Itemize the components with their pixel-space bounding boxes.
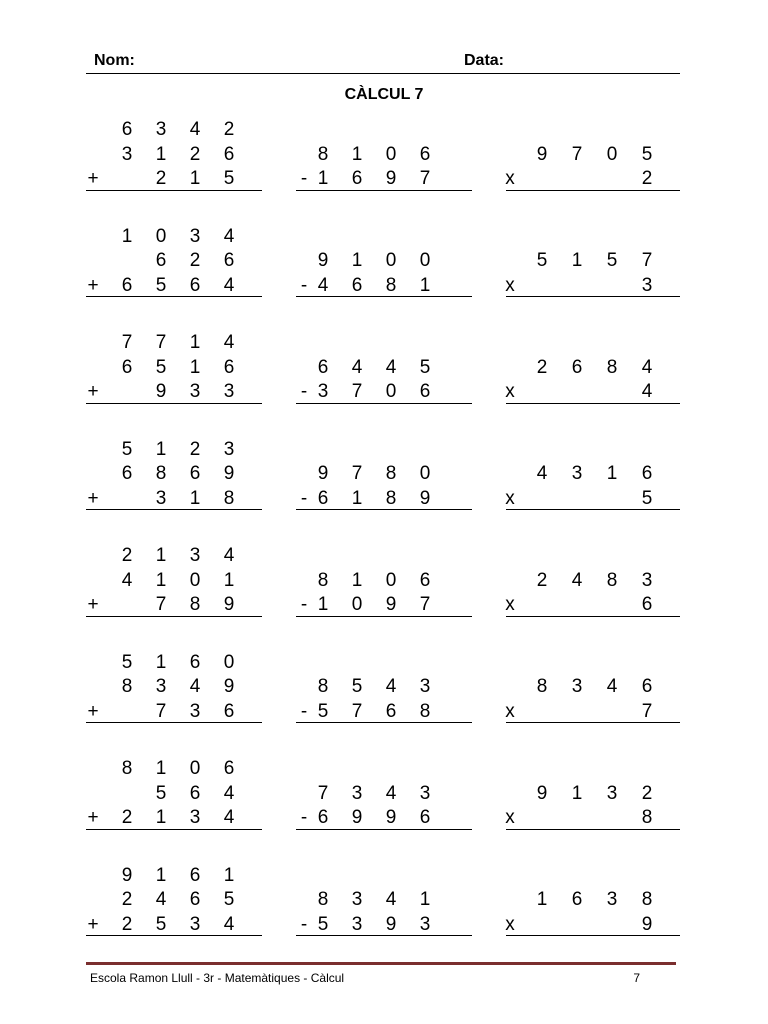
digit: 3 — [351, 782, 363, 804]
digit: 1 — [155, 438, 167, 460]
digit: 0 — [155, 225, 167, 247]
multiplication-operator: x — [505, 807, 515, 828]
digit: 4 — [223, 332, 235, 353]
digit: 8 — [385, 274, 397, 296]
digit: 1 — [155, 758, 167, 779]
digit: 5 — [641, 487, 653, 509]
digit: 8 — [121, 758, 133, 779]
digit: 5 — [536, 250, 548, 271]
digit: 4 — [155, 889, 167, 910]
page-footer — [86, 962, 676, 989]
digit: 5 — [317, 700, 329, 722]
digit: 4 — [641, 356, 653, 378]
digit: 9 — [317, 463, 329, 484]
subtraction-operator: - — [300, 487, 308, 509]
digit: 9 — [223, 676, 235, 697]
answer-line — [296, 935, 472, 936]
worksheet-header — [86, 52, 680, 74]
answer-line — [86, 403, 262, 404]
digit: 6 — [419, 381, 431, 402]
addition-operator: + — [87, 168, 99, 189]
digit: 5 — [155, 356, 167, 378]
digit: 4 — [223, 225, 235, 247]
digit: 7 — [351, 463, 363, 484]
digit: 6 — [121, 119, 133, 140]
digit: 2 — [189, 438, 201, 460]
digit: 1 — [155, 545, 167, 566]
digit: 2 — [536, 569, 548, 591]
answer-line — [86, 190, 262, 191]
digit: 1 — [571, 782, 583, 804]
digit: 4 — [385, 676, 397, 697]
digit: 4 — [385, 782, 397, 804]
digit: 2 — [121, 889, 133, 910]
digit: 5 — [223, 168, 235, 189]
answer-line — [296, 403, 472, 404]
digit: 9 — [385, 807, 397, 828]
digit: 9 — [385, 594, 397, 615]
digit: 9 — [121, 864, 133, 886]
digit: 0 — [419, 250, 431, 271]
digit: 5 — [155, 782, 167, 804]
digit: 1 — [351, 569, 363, 591]
digit: 2 — [641, 168, 653, 189]
answer-line — [296, 509, 472, 510]
digit: 9 — [536, 782, 548, 804]
digit: 8 — [385, 463, 397, 484]
digit: 2 — [223, 119, 235, 140]
digit: 3 — [121, 143, 133, 165]
digit: 1 — [223, 569, 235, 591]
digit: 9 — [385, 913, 397, 935]
digit: 7 — [351, 700, 363, 722]
digit: 5 — [121, 651, 133, 673]
subtraction-operator: - — [300, 913, 308, 935]
digit: 0 — [385, 143, 397, 165]
digit: 7 — [351, 381, 363, 402]
digit: 2 — [121, 913, 133, 935]
digit: 1 — [351, 487, 363, 509]
digit: 1 — [189, 168, 201, 189]
answer-line — [296, 829, 472, 830]
digit: 4 — [571, 569, 583, 591]
digit: 3 — [223, 381, 235, 402]
digit: 2 — [189, 250, 201, 271]
digit: 7 — [155, 700, 167, 722]
digit: 0 — [385, 569, 397, 591]
digit: 8 — [419, 700, 431, 722]
digit: 6 — [571, 889, 583, 910]
date-label: Data: — [464, 52, 505, 69]
addition-operator: + — [87, 274, 99, 296]
digit: 6 — [571, 356, 583, 378]
digit: 4 — [536, 463, 548, 484]
digit: 5 — [223, 889, 235, 910]
digit: 4 — [606, 676, 618, 697]
digit: 9 — [641, 913, 653, 935]
digit: 1 — [351, 143, 363, 165]
digit: 5 — [419, 356, 431, 378]
digit: 6 — [419, 807, 431, 828]
digit: 4 — [223, 545, 235, 566]
digit: 9 — [155, 381, 167, 402]
answer-line — [506, 935, 680, 936]
answer-line — [296, 722, 472, 723]
answer-line — [86, 296, 262, 297]
digit: 3 — [419, 913, 431, 935]
answer-line — [296, 296, 472, 297]
digit: 8 — [536, 676, 548, 697]
digit: 0 — [606, 143, 618, 165]
subtraction-operator: - — [300, 700, 308, 722]
digit: 6 — [641, 463, 653, 484]
answer-line — [506, 403, 680, 404]
subtraction-operator: - — [300, 594, 308, 615]
subtraction-operator: - — [300, 168, 308, 189]
digit: 6 — [189, 782, 201, 804]
digit: 3 — [189, 807, 201, 828]
multiplication-operator: x — [505, 168, 515, 189]
digit: 1 — [351, 250, 363, 271]
digit: 4 — [223, 274, 235, 296]
answer-line — [506, 296, 680, 297]
digit: 1 — [536, 889, 548, 910]
multiplication-operator: x — [505, 274, 515, 296]
digit: 1 — [317, 594, 329, 615]
digit: 3 — [606, 889, 618, 910]
digit: 2 — [641, 782, 653, 804]
addition-operator: + — [87, 381, 99, 402]
digit: 7 — [419, 168, 431, 189]
digit: 6 — [351, 274, 363, 296]
digit: 0 — [419, 463, 431, 484]
digit: 6 — [223, 143, 235, 165]
digit: 7 — [641, 250, 653, 271]
digit: 4 — [189, 676, 201, 697]
digit: 2 — [121, 807, 133, 828]
digit: 1 — [155, 651, 167, 673]
digit: 8 — [155, 463, 167, 484]
digit: 3 — [155, 676, 167, 697]
multiplication-operator: x — [505, 913, 515, 935]
digit: 3 — [571, 463, 583, 484]
digit: 6 — [223, 758, 235, 779]
answer-line — [296, 190, 472, 191]
multiplication-operator: x — [505, 594, 515, 615]
digit: 3 — [189, 700, 201, 722]
multiplication-operator: x — [505, 700, 515, 722]
digit: 2 — [155, 168, 167, 189]
digit: 6 — [641, 676, 653, 697]
digit: 1 — [121, 225, 133, 247]
addition-operator: + — [87, 807, 99, 828]
answer-line — [506, 509, 680, 510]
answer-line — [506, 829, 680, 830]
digit: 3 — [155, 487, 167, 509]
digit: 6 — [189, 463, 201, 484]
digit: 6 — [351, 168, 363, 189]
digit: 6 — [385, 700, 397, 722]
digit: 8 — [317, 676, 329, 697]
digit: 1 — [155, 143, 167, 165]
digit: 8 — [606, 356, 618, 378]
digit: 5 — [606, 250, 618, 271]
digit: 3 — [317, 381, 329, 402]
footer-school-text: Escola Ramon Llull - 3r - Matemàtiques - Càlcul — [90, 971, 345, 985]
digit: 6 — [223, 356, 235, 378]
digit: 7 — [121, 332, 133, 353]
digit: 1 — [223, 864, 235, 886]
digit: 3 — [223, 438, 235, 460]
digit: 0 — [223, 651, 235, 673]
digit: 8 — [223, 487, 235, 509]
digit: 0 — [189, 758, 201, 779]
digit: 9 — [385, 168, 397, 189]
addition-operator: + — [87, 913, 99, 935]
digit: 6 — [121, 274, 133, 296]
digit: 1 — [419, 889, 431, 910]
digit: 1 — [155, 569, 167, 591]
digit: 2 — [536, 356, 548, 378]
digit: 5 — [641, 143, 653, 165]
digit: 1 — [606, 463, 618, 484]
digit: 5 — [351, 676, 363, 697]
digit: 1 — [189, 356, 201, 378]
multiplication-operator: x — [505, 487, 515, 509]
digit: 3 — [419, 676, 431, 697]
digit: 6 — [189, 651, 201, 673]
digit: 3 — [641, 569, 653, 591]
digit: 5 — [121, 438, 133, 460]
digit: 3 — [351, 889, 363, 910]
digit: 1 — [189, 487, 201, 509]
digit: 3 — [189, 225, 201, 247]
digit: 3 — [571, 676, 583, 697]
digit: 4 — [385, 356, 397, 378]
answer-line — [86, 616, 262, 617]
digit: 0 — [385, 250, 397, 271]
digit: 8 — [641, 807, 653, 828]
digit: 5 — [155, 913, 167, 935]
digit: 6 — [419, 569, 431, 591]
digit: 3 — [351, 913, 363, 935]
digit: 6 — [189, 864, 201, 886]
answer-line — [296, 616, 472, 617]
digit: 6 — [189, 274, 201, 296]
digit: 8 — [641, 889, 653, 910]
digit: 0 — [351, 594, 363, 615]
answer-line — [86, 829, 262, 830]
digit: 6 — [317, 487, 329, 509]
addition-operator: + — [87, 487, 99, 509]
digit: 6 — [223, 250, 235, 271]
name-label: Nom: — [94, 52, 135, 69]
digit: 6 — [155, 250, 167, 271]
digit: 1 — [155, 807, 167, 828]
digit: 4 — [223, 807, 235, 828]
digit: 3 — [419, 782, 431, 804]
answer-line — [86, 722, 262, 723]
digit: 9 — [317, 250, 329, 271]
answer-line — [506, 722, 680, 723]
digit: 4 — [351, 356, 363, 378]
digit: 5 — [155, 274, 167, 296]
digit: 7 — [641, 700, 653, 722]
digit: 4 — [317, 274, 329, 296]
digit: 6 — [641, 594, 653, 615]
digit: 5 — [317, 913, 329, 935]
digit: 1 — [189, 332, 201, 353]
digit: 7 — [571, 143, 583, 165]
digit: 4 — [641, 381, 653, 402]
digit: 1 — [317, 168, 329, 189]
digit: 9 — [223, 594, 235, 615]
digit: 4 — [189, 119, 201, 140]
digit: 3 — [606, 782, 618, 804]
digit: 3 — [189, 913, 201, 935]
digit: 3 — [189, 381, 201, 402]
digit: 6 — [317, 807, 329, 828]
digit: 6 — [121, 356, 133, 378]
answer-line — [86, 935, 262, 936]
digit: 4 — [121, 569, 133, 591]
digit: 3 — [155, 119, 167, 140]
subtraction-operator: - — [300, 807, 308, 828]
addition-operator: + — [87, 700, 99, 722]
page-title: CÀLCUL 7 — [344, 86, 424, 103]
digit: 9 — [536, 143, 548, 165]
digit: 8 — [606, 569, 618, 591]
digit: 0 — [385, 381, 397, 402]
subtraction-operator: - — [300, 381, 308, 402]
footer-page-number: 7 — [633, 971, 640, 985]
digit: 7 — [317, 782, 329, 804]
digit: 8 — [385, 487, 397, 509]
digit: 3 — [189, 545, 201, 566]
answer-line — [506, 190, 680, 191]
digit: 1 — [155, 864, 167, 886]
subtraction-operator: - — [300, 274, 308, 296]
digit: 8 — [317, 889, 329, 910]
digit: 8 — [189, 594, 201, 615]
digit: 4 — [223, 913, 235, 935]
digit: 6 — [121, 463, 133, 484]
addition-operator: + — [87, 594, 99, 615]
digit: 3 — [641, 274, 653, 296]
answer-line — [86, 509, 262, 510]
digit: 9 — [351, 807, 363, 828]
digit: 2 — [121, 545, 133, 566]
digit: 4 — [223, 782, 235, 804]
digit: 7 — [155, 594, 167, 615]
digit: 9 — [419, 487, 431, 509]
digit: 1 — [571, 250, 583, 271]
digit: 2 — [189, 143, 201, 165]
multiplication-operator: x — [505, 381, 515, 402]
digit: 9 — [223, 463, 235, 484]
digit: 8 — [121, 676, 133, 697]
digit: 1 — [419, 274, 431, 296]
digit: 6 — [223, 700, 235, 722]
digit: 8 — [317, 143, 329, 165]
digit: 4 — [385, 889, 397, 910]
answer-line — [506, 616, 680, 617]
digit: 6 — [317, 356, 329, 378]
digit: 0 — [189, 569, 201, 591]
digit: 6 — [189, 889, 201, 910]
digit: 8 — [317, 569, 329, 591]
digit: 7 — [155, 332, 167, 353]
digit: 6 — [419, 143, 431, 165]
digit: 7 — [419, 594, 431, 615]
